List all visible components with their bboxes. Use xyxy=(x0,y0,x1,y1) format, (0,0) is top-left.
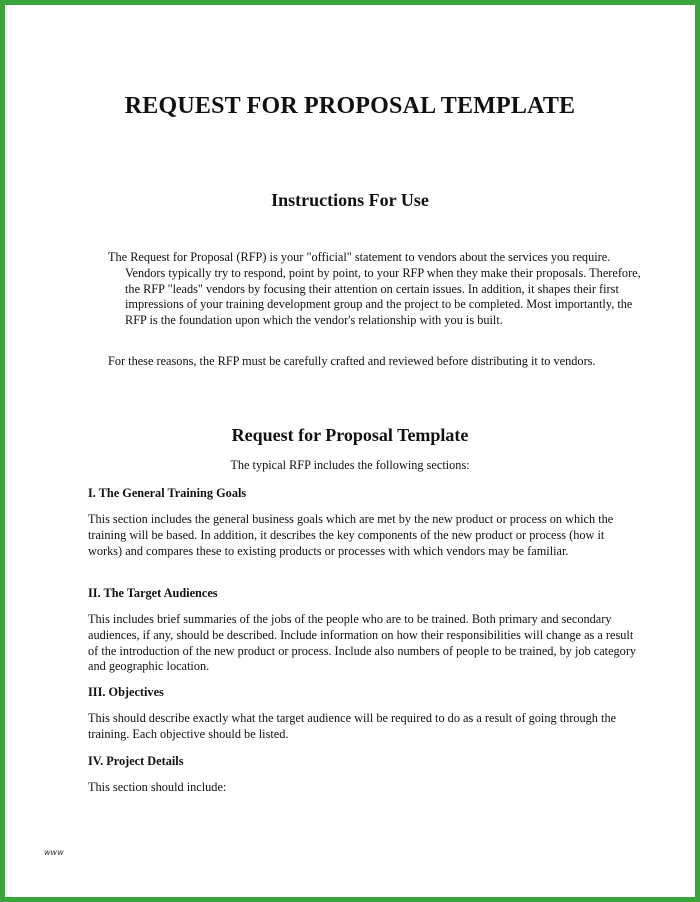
footer-watermark: www xyxy=(44,848,64,857)
section-body-project-details: This section should include: xyxy=(88,780,227,794)
section-heading-general-training-goals: I. The General Training Goals xyxy=(88,486,247,500)
section-heading-project-details: IV. Project Details xyxy=(88,754,184,768)
instructions-heading: Instructions For Use xyxy=(271,190,429,210)
instructions-paragraph-1: The Request for Proposal (RFP) is your "official" statement to vendors about the services you require. Vendors typically try to respond, point by point, to your RFP when they make their proposals. Therefore, the RFP "leads" vendors by focusing their attention on certain issues. In addition, it shapes their first impressions of your training development group and the project to be completed. Most importantly, the RFP is the foundation upon which the vendor's relationship with you is built. xyxy=(108,250,641,328)
template-intro: The typical RFP includes the following sections: xyxy=(230,458,470,472)
section-heading-target-audiences: II. The Target Audiences xyxy=(88,586,218,600)
section-heading-objectives: III. Objectives xyxy=(88,685,164,699)
instructions-paragraph-2: For these reasons, the RFP must be carefully crafted and reviewed before distributing it to vendors. xyxy=(108,354,596,368)
template-heading: Request for Proposal Template xyxy=(231,425,469,445)
section-body-target-audiences: This includes brief summaries of the jobs of the people who are to be trained. Both primary and secondary audiences, if any, should be described. Include information on how their responsibilities will change as a result of the introduction of the new product or process. Include also numbers of people to be trained, by job category and geographic location. xyxy=(88,612,637,674)
document-title: REQUEST FOR PROPOSAL TEMPLATE xyxy=(124,93,576,119)
section-body-general-training-goals: This section includes the general business goals which are met by the new product or process on which the training will be based. In addition, it describes the key components of the new product or process (how it works) and compares these to existing products or processes with which vendors may be familiar. xyxy=(88,512,614,558)
section-body-objectives: This should describe exactly what the target audience will be required to do as a result of going through the training. Each objective should be listed. xyxy=(88,711,617,741)
